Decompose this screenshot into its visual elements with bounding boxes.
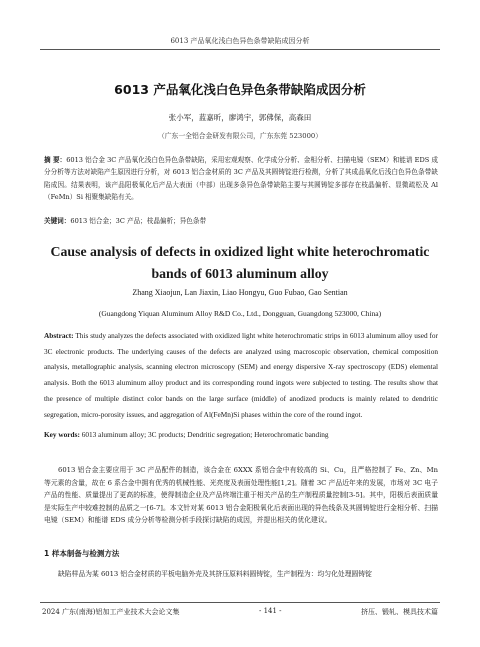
footer-rule — [40, 602, 440, 603]
footer-proceedings: 2024 广东(南海)铝加工产业技术大会论文集 — [42, 608, 180, 616]
chinese-keywords — [44, 215, 438, 225]
english-affiliation: (Guangdong Yiquan Aluminum Alloy R&D Co., Ltd., Dongguan, Guangdong 523000, China) — [98, 309, 382, 318]
chinese-title: 6013 产品氧化浅白色异色条带缺陷成因分析 — [114, 82, 366, 97]
chinese-keywords-text: 6013 铝合金；3C 产品；枝晶偏析；异色条带 — [70, 217, 207, 225]
english-abstract-text: This study analyzes the defects associated with oxidized light white heterochromatic strips in 6013 aluminum alloy used for 3C electronic products. The underlying causes of the defects are analyzed using macroscopic observation, chemical composition analysis, metallographic analysis, scanning electron microscopy (SEM) and energy dispersive X-ray spectroscopy (EDS) elemental analysis. Both the 6013 aluminum alloy product and its corresponding round ingots were subjected to testing. The results show that the presence of multiple distinct color bands on the large surface (middle) of anodized products is mainly related to dendritic segregation, micro-porosity issues, and aggregation of Al(FeMn)Si phases within the core of the round ingot. — [44, 331, 438, 419]
chinese-abstract-label: 摘 要： — [44, 156, 67, 164]
english-title: Cause analysis of defects in oxidized light white heterochromatic bands of 6013 aluminum alloy — [50, 244, 430, 281]
page-footer — [42, 607, 438, 617]
english-abstract — [44, 328, 438, 422]
chinese-abstract-text: 6013 铝合金 3C 产品氧化浅白色异色条带缺陷，采用宏观观察、化学成分分析、金相分析、扫描电镜（SEM）和能谱 EDS 成分分析等方法对缺陷产生原因进行分析，对 6013 铝合金材质的 3C 产品及其圆铸锭进行检测，分析了其成品氧化后浅白色异色条带缺陷成因。结果表明，该产品阳极氧化后产品大表面（中部）出现多条异色条带缺陷主要与其圆铸锭多部存在枝晶偏析、显微疏松及 Al（FeMn）Si 相聚集缺陷有关。 — [44, 156, 439, 201]
chinese-keywords-label: 关键词： — [44, 217, 71, 225]
footer-section: 挤压、锻轧、模具技术篇 — [361, 608, 438, 616]
section-1-paragraph: 缺陷样品为某 6013 铝合金材质的平板电脑外壳及其挤压原料料圆铸锭，生产制程为：均匀化处理圆铸锭 — [58, 570, 372, 578]
chinese-affiliation: （广东一全铝合金研发有限公司，广东东莞 523000） — [157, 132, 323, 140]
running-head: 6013 产品氧化浅白色异色条带缺陷成因分析 — [170, 37, 310, 45]
english-authors: Zhang Xiaojun, Lan Jiaxin, Liao Hongyu, Guo Fubao, Gao Sentian — [132, 288, 348, 297]
page-number: - 141 - — [258, 607, 282, 615]
header-rule — [40, 49, 440, 50]
english-keywords-text: 6013 aluminum alloy; 3C products; Dendritic segregation; Heterochromatic banding — [81, 430, 329, 439]
section-heading-1: 1 样本制备与检测方法 — [44, 549, 120, 558]
english-abstract-label: Abstract: — [44, 331, 74, 340]
english-keywords — [44, 430, 438, 439]
chinese-authors: 张小军，蓝嘉昕，廖鸿宇，郭佛保，高森田 — [168, 113, 312, 122]
chinese-abstract — [44, 154, 438, 203]
intro-paragraph: 6013 铝合金主要应用于 3C 产品配件的制造，该合金在 6XXX 系铝合金中有较高的 Si、Cu，且严格控制了 Fe、Zn、Mn 等元素的含量，故在 6 系合金中拥有优秀的机械性能、光亮度及表面处理性能[1,2]。随着 3C 产品近年来的发展，市场对 3C 电子产品的性能、质量提出了更高的标准，使得制造企业及产品终端注重于相关产品的生产制程质量控制[3-5]。其中，阳极后表面质量是实际生产中较难控制的品质之一[6-7]。本文针对某 6013 铝合金阳极氧化后表面出现的异色线条及其圆铸锭进行金相分析、扫描电镜（SEM）和能谱 EDS 成分分析等检测分析手段探讨缺陷的成因，并提出相关的优化建议。 — [44, 466, 438, 524]
english-keywords-label: Key words: — [44, 430, 80, 439]
